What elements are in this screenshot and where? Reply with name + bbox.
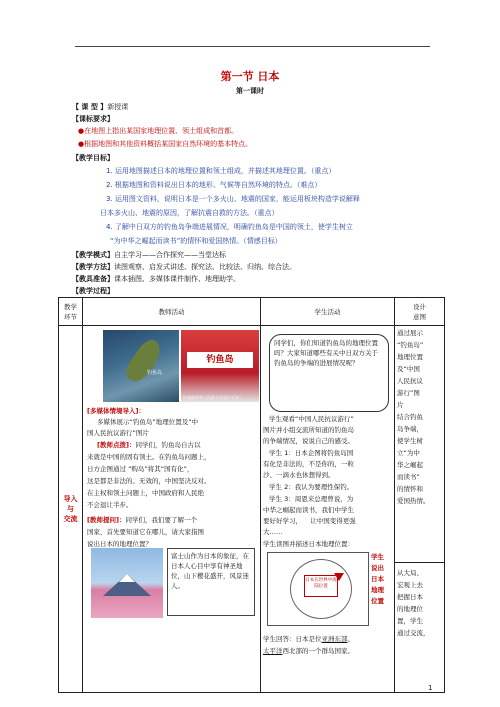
goals-label: 【教学目标】 xyxy=(72,154,114,162)
world-map xyxy=(267,552,369,626)
process-table xyxy=(58,297,445,693)
goal-item: 日本多火山、地震的原因，了解抗震自救的方法。（重点） xyxy=(100,209,279,217)
island-shape xyxy=(122,336,166,386)
design-line: 岛争端， xyxy=(397,425,423,433)
fuji-textbox: 富士山作为日本的象征，在日本人心目中享有神圣地位，山下樱花盛开，风景迷人。 xyxy=(167,548,255,616)
header-design: 设计 意图 xyxy=(395,298,445,326)
step-cell xyxy=(59,326,83,693)
page-subtitle: 第一课时 xyxy=(236,87,264,95)
prep-row: 【教具准备】课本插图、多媒体课件制作、地理助学。 xyxy=(72,275,240,283)
header-teacher: 教师活动 xyxy=(83,298,261,326)
answer-line-2: 太平洋西北部的一个群岛国家。 xyxy=(263,647,354,655)
point-line: [教师点拨]：同学们，钓鱼岛自古以 xyxy=(97,441,201,449)
location-pin-icon xyxy=(334,573,344,581)
standard-item: ●在地图上指出某国家地理位置、领土组成和首都。 xyxy=(78,127,239,135)
point-line: 这是都是非法的、无效的，中国坚决反对。 xyxy=(87,477,211,485)
table-header-row xyxy=(59,298,445,326)
page-title: 第一节 日本 xyxy=(220,70,280,83)
approach-row: 【教学方法】读图观察、启发式讲述、探究法、比较法、归纳、综合法。 xyxy=(72,263,296,271)
design-line: 宏观上去 xyxy=(397,581,423,589)
student-line: 的争端情况，说说自己的感受。 xyxy=(263,437,354,445)
intro-line: 多媒体展示“钓鱼岛”地理位置及“中 xyxy=(97,418,199,426)
goal-item: “为中华之崛起而读书”的情怀和爱国热情。（情感目标） xyxy=(110,237,282,245)
header-student: 学生活动 xyxy=(261,298,395,326)
snowcap-shape xyxy=(119,574,135,582)
student-line: 有化是非法的，不是你的，一粒 xyxy=(263,460,354,468)
header-rule xyxy=(75,46,430,47)
student-line: 学生 2：我认为要理性保钓。 xyxy=(269,483,354,491)
ask-line: [教师提问]：同学们，我们要了解一个 xyxy=(87,516,197,524)
page-number: 1 xyxy=(428,684,433,692)
intro-line: 国人民抗议游行”图片 xyxy=(87,429,149,437)
design-cell xyxy=(395,326,445,693)
design-line: 使学生树 xyxy=(397,437,423,445)
protest-caption: 中国政府和人民绝不会退让半步！ xyxy=(183,395,243,400)
student-line: 学生观看“中国人民抗议游行” xyxy=(269,415,354,423)
ask-line: 国家，首先要知道它在哪儿，请大家指图 xyxy=(87,528,204,536)
standard-item: ●根据地图和其他资料概括某国家自然环境的基本特点。 xyxy=(78,140,253,148)
point-line: 不会退让半步。 xyxy=(87,501,133,509)
method-row: 【教学模式】自主学习——合作探究——当堂达标 xyxy=(72,251,226,259)
design-line: 游行”图 xyxy=(397,389,420,397)
map-label: 钓鱼岛 xyxy=(147,370,163,376)
table-row xyxy=(59,326,445,693)
design-line: 及“中国 xyxy=(397,365,420,373)
design-line: 而读书” xyxy=(397,473,420,481)
goal-item: 4. 了解中日双方的钓鱼岛争端进展情况，明确钓鱼岛是中国的领土，使学生树立 xyxy=(106,223,353,231)
goal-item: 3. 运用图文资料，说明日本是一个多火山、地震的国家，能运用板块构造学说解释 xyxy=(106,195,360,203)
point-line: 在主权和领土问题上，中国政府和人民绝 xyxy=(87,489,204,497)
design-line: 人民抗议 xyxy=(397,377,423,385)
diaoyu-map-photo xyxy=(103,330,179,402)
point-line: 来就是中国的固有领土。在钓鱼岛问题上， xyxy=(87,453,211,461)
student-line: 中华之崛起而读书，我们中学生 xyxy=(263,506,354,514)
design-line: “钓鱼岛” xyxy=(397,341,424,349)
design-line: 爱国热情。 xyxy=(397,497,430,505)
student-line: 学生读图并描述日本地理位置： xyxy=(263,540,354,548)
student-line: 要好好学习， 让中国变得更强 xyxy=(263,517,356,525)
design-line: 的情怀和 xyxy=(397,485,423,493)
intro-heading: [多媒体情境导入]： xyxy=(87,407,145,415)
map-callout: 日本在世界中海陆位置 xyxy=(304,575,338,597)
student-cell xyxy=(261,326,395,693)
header-step: 教学 环节 xyxy=(59,298,83,326)
student-line: 大…… xyxy=(263,528,283,536)
design-line: 的地理位 xyxy=(397,605,423,613)
design-line: 片 xyxy=(397,401,404,409)
design-line: 结合钓鱼 xyxy=(397,413,423,421)
design-line: 通过展示 xyxy=(397,329,423,337)
student-line: 沙、一滴水也休想得到。 xyxy=(263,471,335,479)
teacher-cell xyxy=(83,326,261,693)
design-line: 从大局、 xyxy=(397,569,423,577)
step-name: 导入 与 交流 xyxy=(63,495,78,523)
design-line: 华之崛起 xyxy=(397,461,423,469)
design-line: 通过交流， xyxy=(397,629,430,637)
ask-line: 说出日本的地理位置？ xyxy=(87,540,152,548)
design-line: 立“为中 xyxy=(397,449,420,457)
student-line: 学生 1：日本企图将钓鱼岛国 xyxy=(269,449,354,457)
student-line: 图片并小组交流所知道的钓鱼岛 xyxy=(263,426,354,434)
protest-banner: 钓鱼岛 xyxy=(187,352,253,368)
design-divider xyxy=(395,562,445,563)
student-line: 学生 3：周恩来总理曾说，为 xyxy=(269,495,354,503)
goal-item: 1. 运用地图描述日本的地理位置和领土组成，并描述其地理位置。（重点） xyxy=(106,167,336,175)
fuji-photo xyxy=(91,548,163,618)
answer-line-1: 学生回答：日本是位亚洲东部、 xyxy=(263,635,354,643)
design-line: 置，学生 xyxy=(397,617,423,625)
process-label: 【教学过程】 xyxy=(72,287,114,295)
standards-label: 【课标要求】 xyxy=(72,115,114,123)
design-line: 把握日本 xyxy=(397,593,423,601)
question-bubble: 同学们，你们知道钓鱼岛的地理位置吗？大家知道哪些有关中日双方关于钓鱼岛的争端的进展情况呢？ xyxy=(269,334,389,412)
goal-item: 2. 根据地图和资料说出日本的地形、气候等自然环境的特点。（难点） xyxy=(106,181,322,189)
protest-photo xyxy=(181,330,259,402)
point-line: 日方企图通过 “购岛”将其“国有化”， xyxy=(87,465,194,473)
lesson-type-row: 【 课 型 】新授课 xyxy=(72,103,129,111)
map-note: 学生说出日本地理位置 xyxy=(371,553,384,605)
design-line: 地理位置 xyxy=(397,353,423,361)
